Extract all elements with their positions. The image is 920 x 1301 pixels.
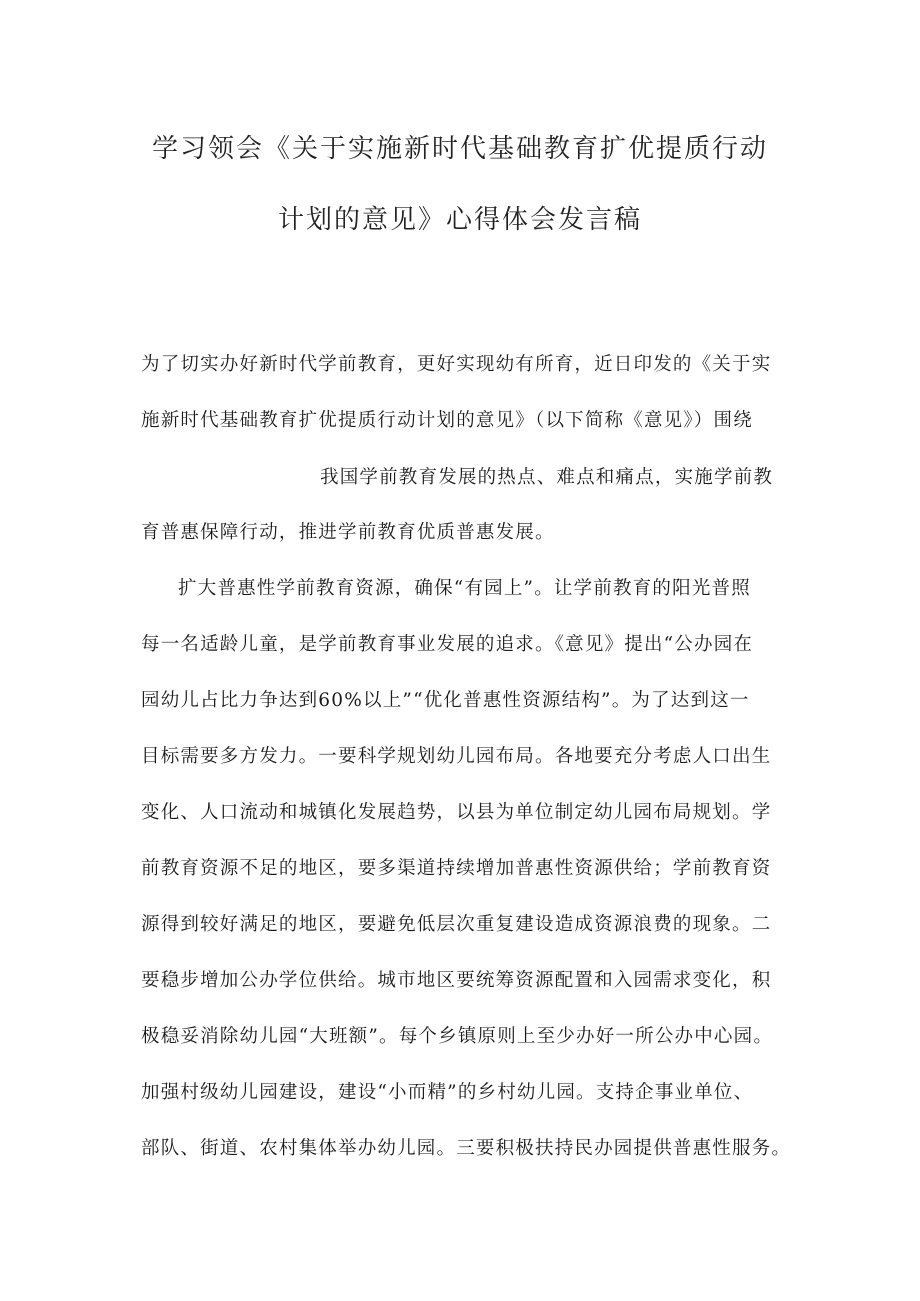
paragraph-1-line-1: 为了切实办好新时代学前教育，更好实现幼有所育，近日印发的《关于实 [141,354,772,375]
paragraph-2-line-8: 要稳步增加公办学位供给。城市地区要统筹资源配置和入园需求变化，积 [141,970,772,991]
paragraph-2-line-10: 加强村级幼儿园建设，建设“小而精”的乡村幼儿园。支持企事业单位、 [141,1082,754,1103]
document-title-line-2: 计划的意见》心得体会发言稿 [277,205,642,235]
document-title-line-1: 学习领会《关于实施新时代基础教育扩优提质行动 [151,134,768,164]
paragraph-1-line-4: 育普惠保障行动，推进学前教育优质普惠发展。 [141,522,555,543]
paragraph-2-line-5: 变化、人口流动和城镇化发展趋势，以县为单位制定幼儿园布局规划。学 [141,802,772,823]
paragraph-1-line-2: 施新时代基础教育扩优提质行动计划的意见》（以下简称《意见》）围绕 [141,410,753,431]
paragraph-2-line-4: 目标需要多方发力。一要科学规划幼儿园布局。各地要充分考虑人口出生 [141,746,772,767]
paragraph-2-line-7: 源得到较好满足的地区，要避免低层次重复建设造成资源浪费的现象。二 [141,914,772,935]
paragraph-2-line-11: 部队、街道、农村集体举办幼儿园。三要积极扶持民办园提供普惠性服务。 [141,1138,792,1159]
paragraph-2-line-1: 扩大普惠性学前教育资源，确保“有园上”。让学前教育的阳光普照 [178,578,751,599]
paragraph-2-line-3: 园幼儿占比力争达到60%以上”“优化普惠性资源结构”。为了达到这一 [141,690,750,711]
paragraph-2-line-6: 前教育资源不足的地区，要多渠道持续增加普惠性资源供给；学前教育资 [141,858,772,879]
paragraph-1-line-3: 我国学前教育发展的热点、难点和痛点，实施学前教 [320,467,774,488]
paragraph-2-line-9: 极稳妥消除幼儿园“大班额”。每个乡镇原则上至少办好一所公办中心园。 [141,1026,774,1047]
paragraph-2-line-2: 每一名适龄儿童，是学前教育事业发展的追求。《意见》提出“公办园在 [141,634,754,655]
